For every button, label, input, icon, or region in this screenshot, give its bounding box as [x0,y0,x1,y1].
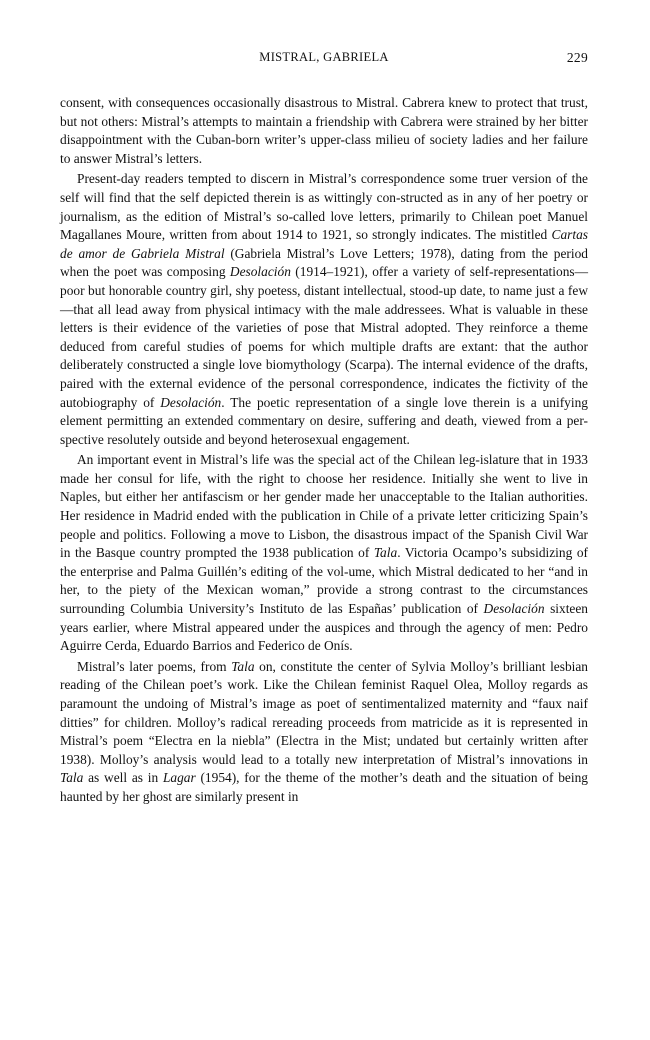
text-run: (1914–1921), offer a variety of self-representations—poor but honorable country girl, shy poetess, distant intellectual, stood-up date, to name just a few—that all lead away from physical intimacy with the male addressees. What is valuable in these letters is their evidence of the varieties of pose that Mistral adopted. They reinforce a theme deduced from careful studies of poems for which multiple drafts are extant: that the author deliberately constructed a single love biomythology (Scarpa). The internal evidence of the drafts, paired with the external evidence of the personal correspondence, indicates the fictivity of the autobiography of [60,264,588,410]
text-run: (Gabriela Mistral’s Love Letters; 1978), dating from the period when the poet was composing [60,245,588,280]
italic-title: Tala [231,658,255,674]
italic-title: Cartas de amor de Gabriela Mistral [60,227,588,261]
italic-title: Desolación [483,601,545,617]
running-title: MISTRAL, GABRIELA [259,50,389,64]
paragraph-3 [60,451,588,656]
text-run: on, constitute the center of Sylvia Molloy’s brilliant lesbian reading of the Chilean poet’s work. Like the Chilean feminist Raquel Olea, Molloy regards as paramount the undoing of Mistral’s image as poet of sentimentalized maternity and “faux naif ditties” for children. Molloy’s radical rereading proceeds from matricide as it is represented in Mistral’s poem “Electra en la niebla” (Electra in the Mist; undated but certainly written after 1938). Molloy’s analysis would lead to a totally new interpretation of Mistral’s innovations in [60,658,588,767]
text-run: as well as in [83,770,163,786]
italic-title: Desolación [229,264,291,280]
paragraph-1 [60,94,588,168]
book-page [60,50,588,807]
text-run: sixteen years earlier, where Mistral appeared under the auspices and through the agency of men: Pedro Aguirre Cerda, Eduardo Barrios and Federico de Onís. [60,601,588,654]
italic-title: Desolación [160,394,222,410]
italic-title: Lagar [162,770,196,786]
text-run: An important event in Mistral’s life was the special act of the Chilean leg-islature that in 1933 made her consul for life, with the right to choose her residence. Initially she went to live in Naples, but either her antifascism or her gender made her unacceptable to the Italian authorities. Her residence in Madrid ended with the publication in Chile of a private letter criticizing Spain’s people and politics. Following a move to Lisbon, the disastrous impact of the Spanish Civil War in the Basque country prompted the 1938 publication of [60,452,588,561]
italic-title: Tala [373,545,398,561]
italic-title: Tala [60,770,84,786]
paragraph-4 [60,658,588,807]
text-run: . The poetic representation of a single love therein is a unifying element permitting an extended commentary on desire, suffering and death, viewed from a per-spective resolutely outside and beyond heterosexual engagement. [60,394,588,447]
text-run: Mistral’s later poems, from [77,658,232,674]
text-run: consent, with consequences occasionally disastrous to Mistral. Cabrera knew to protect that trust, but not others: Mistral’s attempts to maintain a friendship with Cabrera were strained by her bitter disappointment with the Cuban-born writer’s upper-class milieu of society ladies and her failure to answer Mistral’s letters. [60,95,588,166]
paragraph-2 [60,170,588,449]
body-text [60,94,588,807]
page-number: 229 [566,50,588,65]
running-head [60,50,588,74]
text-run: (1954), for the theme of the mother’s death and the situation of being haunted by her ghost are similarly present in [60,770,588,804]
text-run: Present-day readers tempted to discern in Mistral’s correspondence some truer version of the self will find that the self depicted therein is as wittingly con-structed as in any of her poetry or journalism, as the edition of Mistral’s so-called love letters, primarily to Chilean poet Manuel Magallanes Moure, written from about 1914 to 1921, so strongly indicates. The mistitled [60,171,588,243]
text-run: . Victoria Ocampo’s subsidizing of the enterprise and Palma Guillén’s editing of the vol-ume, which Mistral dedicated to her “and in her, to the piety of the Mexican woman,” provide a strong contrast to the circumstances surrounding Columbia University’s Instituto de las Españas’ publication of [60,545,588,617]
